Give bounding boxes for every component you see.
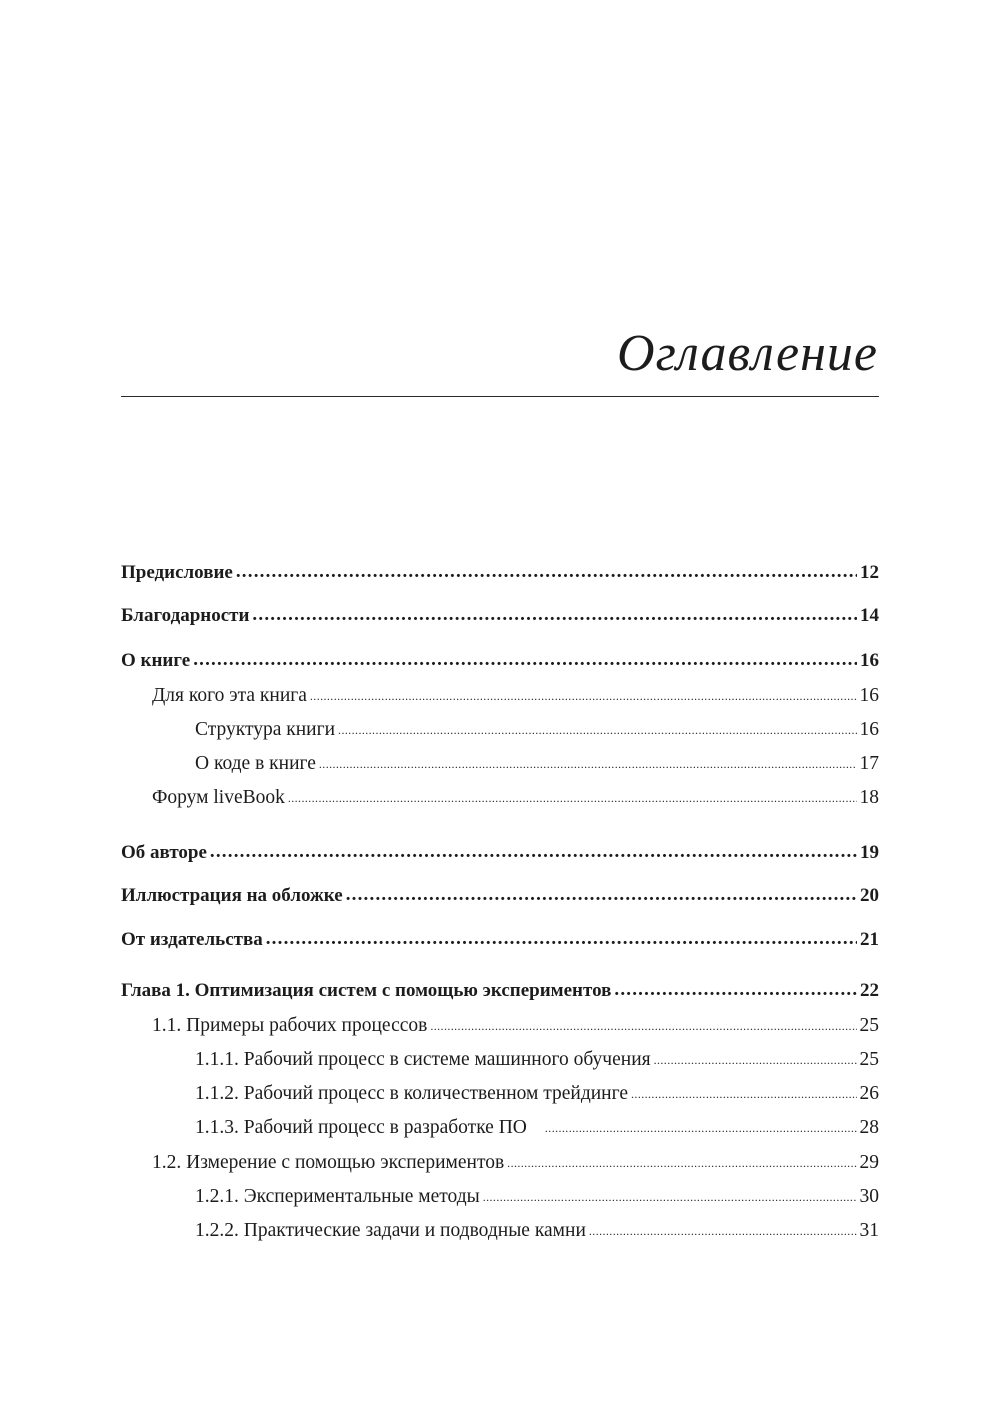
- toc-entry-audience[interactable]: [152, 682, 879, 710]
- toc-entry-section-1-1-2[interactable]: [195, 1080, 879, 1108]
- toc-entry-publisher[interactable]: [121, 926, 879, 954]
- toc-entry-section-1-1-1[interactable]: [195, 1046, 879, 1074]
- dot-leader: [346, 881, 857, 909]
- dot-leader: [193, 646, 857, 674]
- toc-entry-section-1-1[interactable]: [152, 1012, 879, 1040]
- toc-page-number: 16: [859, 719, 879, 740]
- toc-entry-structure[interactable]: [195, 716, 879, 744]
- toc-entry-label: Об авторе: [121, 842, 207, 863]
- dot-leader: [430, 1011, 856, 1040]
- toc-entry-label: 1.1. Примеры рабочих процессов: [152, 1015, 428, 1036]
- dot-leader: [614, 976, 857, 1004]
- toc-entry-label: 1.1.3. Рабочий процесс в разработке ПО: [195, 1117, 527, 1138]
- toc-entry-label: Благодарности: [121, 605, 250, 626]
- toc-page-number: 21: [860, 929, 879, 950]
- toc-page-number: 17: [859, 753, 879, 774]
- dot-leader: [338, 715, 856, 744]
- toc-entry-label: 1.1.2. Рабочий процесс в количественном трейдинге: [195, 1083, 629, 1104]
- toc-page-number: 22: [860, 980, 879, 1001]
- dot-leader: [654, 1045, 857, 1074]
- dot-leader: [236, 558, 857, 586]
- toc-entry-label: Предисловие: [121, 562, 233, 583]
- toc-entry-section-1-2-1[interactable]: [195, 1183, 879, 1211]
- toc-entry-preface[interactable]: [121, 559, 879, 587]
- toc-entry-label: Форум liveBook: [152, 787, 285, 808]
- toc-page-number: 16: [860, 650, 879, 671]
- toc-entry-forum[interactable]: [152, 784, 879, 812]
- toc-page-number: 12: [860, 562, 879, 583]
- toc-page-number: 30: [859, 1186, 879, 1207]
- toc-entry-section-1-1-3[interactable]: [195, 1114, 879, 1142]
- toc-entry-label: Глава 1. Оптимизация систем с помощью экспериментов: [121, 980, 612, 1001]
- toc-page-number: 14: [860, 605, 879, 626]
- toc-page-number: 31: [859, 1220, 879, 1241]
- page-title: Оглавление: [617, 325, 878, 382]
- dot-leader: [589, 1216, 857, 1245]
- dot-leader: [631, 1079, 856, 1108]
- toc-page-number: 16: [859, 685, 879, 706]
- toc-page-number: 28: [859, 1117, 879, 1138]
- dot-leader: [310, 681, 857, 710]
- dot-leader: [288, 783, 857, 812]
- dot-leader: [266, 925, 857, 953]
- dot-leader: [545, 1113, 857, 1142]
- dot-leader: [319, 749, 857, 778]
- toc-page-number: 19: [860, 842, 879, 863]
- toc-entry-code[interactable]: [195, 750, 879, 778]
- toc-page-number: 25: [859, 1015, 879, 1036]
- toc-page-number: 29: [859, 1152, 879, 1173]
- toc-page-number: 20: [860, 885, 879, 906]
- toc-entry-label: Структура книги: [195, 719, 336, 740]
- toc-entry-chapter-1[interactable]: [121, 977, 879, 1005]
- toc-entry-label: Для кого эта книга: [152, 685, 307, 706]
- toc-entry-label: 1.1.1. Рабочий процесс в системе машинного обучения: [195, 1049, 651, 1070]
- dot-leader: [507, 1148, 856, 1177]
- toc-entry-label: Иллюстрация на обложке: [121, 885, 343, 906]
- dot-leader: [210, 838, 857, 866]
- dot-leader: [483, 1182, 857, 1211]
- toc-entry-label: 1.2.1. Экспериментальные методы: [195, 1186, 480, 1207]
- toc-page-number: 26: [859, 1083, 879, 1104]
- toc-entry-cover-illustration[interactable]: [121, 882, 879, 910]
- toc-entry-label: 1.2.2. Практические задачи и подводные камни: [195, 1220, 586, 1241]
- toc-entry-section-1-2[interactable]: [152, 1149, 879, 1177]
- toc-entry-label: От издательства: [121, 929, 263, 950]
- toc-entry-section-1-2-2[interactable]: [195, 1217, 879, 1245]
- toc-entry-acknowledgements[interactable]: [121, 602, 879, 630]
- dot-leader: [252, 601, 857, 629]
- toc-page-number: 25: [859, 1049, 879, 1070]
- toc-entry-about-book[interactable]: [121, 647, 879, 675]
- toc-entry-about-author[interactable]: [121, 839, 879, 867]
- toc-page-number: 18: [859, 787, 879, 808]
- toc-entry-label: 1.2. Измерение с помощью экспериментов: [152, 1152, 505, 1173]
- toc-entry-label: О книге: [121, 650, 191, 671]
- toc-entry-label: О коде в книге: [195, 753, 316, 774]
